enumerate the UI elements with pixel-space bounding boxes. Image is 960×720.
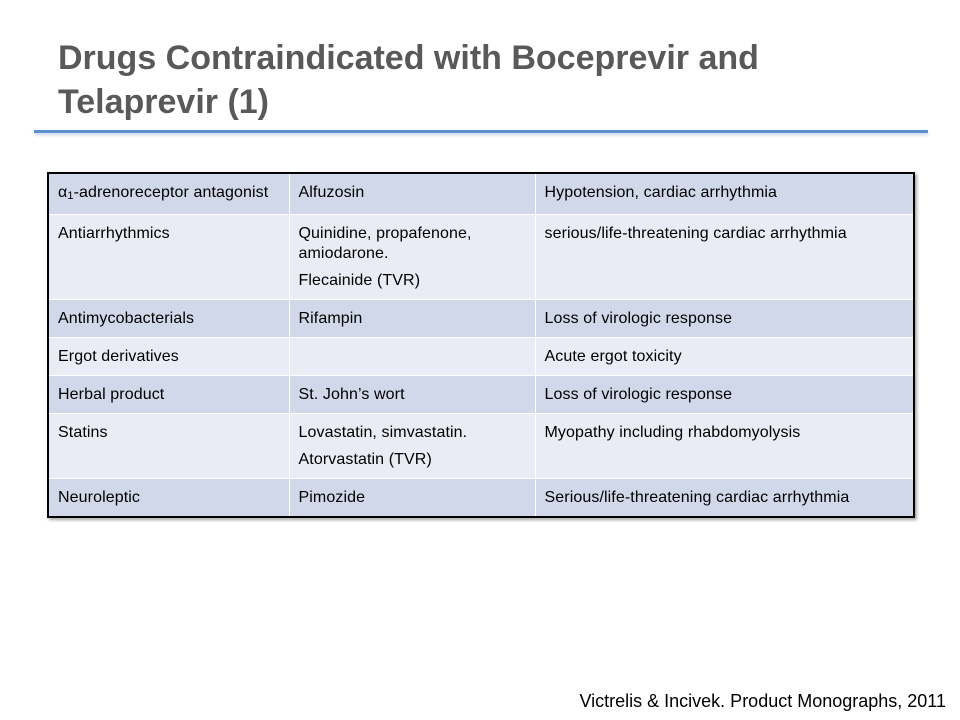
drug-name-cell: [289, 300, 535, 338]
drug-name-line: Alfuzosin: [298, 184, 365, 201]
contraindications-table: [47, 172, 915, 518]
effect-cell: Hypotension, cardiac arrhythmia: [535, 173, 914, 215]
drug-name-cell: [289, 173, 535, 215]
drug-name-line: Lovastatin, simvastatin.: [298, 424, 468, 441]
table-row: [48, 376, 914, 414]
effect-cell: Loss of virologic response: [535, 300, 914, 338]
drug-class-cell: Antimycobacterials: [48, 300, 289, 338]
drug-class-cell: [48, 173, 289, 215]
title-underline: [34, 130, 928, 133]
drug-class-cell: Antiarrhythmics: [48, 215, 289, 300]
slide-title: Drugs Contraindicated with Boceprevir and Telaprevir (1): [58, 39, 759, 121]
drug-class-cell: Statins: [48, 414, 289, 479]
effect-cell: Loss of virologic response: [535, 376, 914, 414]
effect-cell: serious/life-threatening cardiac arrhythmia: [535, 215, 914, 300]
drug-name-cell: [289, 338, 535, 376]
effect-cell: Serious/life-threatening cardiac arrhythmia: [535, 479, 914, 518]
drug-name-cell: [289, 376, 535, 414]
drug-name-cell: [289, 414, 535, 479]
drug-name-line: Pimozide: [298, 489, 366, 506]
table-row: [48, 479, 914, 518]
table-row: [48, 173, 914, 215]
table-row: [48, 300, 914, 338]
alpha-symbol: α: [58, 184, 68, 201]
drug-name-line: Rifampin: [298, 310, 363, 327]
drug-class-cell: Herbal product: [48, 376, 289, 414]
drug-class-rest: -adrenoreceptor antagonist: [73, 184, 269, 201]
drug-name-line: Atorvastatin (TVR): [298, 451, 432, 468]
drug-name-cell: [289, 479, 535, 518]
table-row: [48, 338, 914, 376]
table-row: [48, 414, 914, 479]
drug-name-line: Quinidine, propafenone, amiodarone.: [298, 225, 472, 262]
alpha-subscript: 1: [67, 190, 74, 202]
effect-cell: Myopathy including rhabdomyolysis: [535, 414, 914, 479]
drug-class-cell: Neuroleptic: [48, 479, 289, 518]
table-row: [48, 215, 914, 300]
drug-name-line: Flecainide (TVR): [298, 272, 421, 289]
source-citation: Victrelis & Incivek. Product Monographs, 2011: [579, 691, 946, 711]
effect-cell: Acute ergot toxicity: [535, 338, 914, 376]
drug-class-cell: Ergot derivatives: [48, 338, 289, 376]
drug-name-line: St. John’s wort: [298, 386, 405, 403]
drug-name-cell: [289, 215, 535, 300]
